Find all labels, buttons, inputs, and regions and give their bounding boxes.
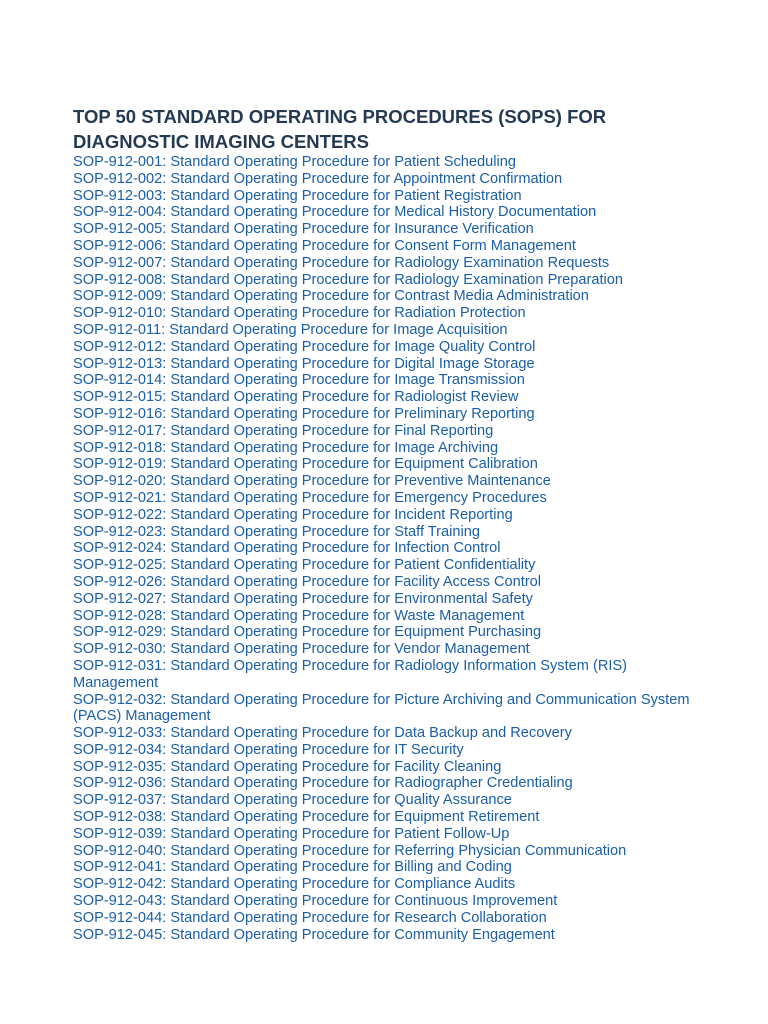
document-page: [73, 104, 693, 943]
sop-link[interactable]: SOP-912-016: Standard Operating Procedure for Preliminary Reporting: [73, 405, 535, 422]
sop-link[interactable]: SOP-912-021: Standard Operating Procedure for Emergency Procedures: [73, 489, 547, 506]
sop-link[interactable]: SOP-912-025: Standard Operating Procedure for Patient Confidentiality: [73, 557, 536, 574]
sop-link[interactable]: SOP-912-014: Standard Operating Procedure for Image Transmission: [73, 372, 525, 389]
sop-link[interactable]: SOP-912-023: Standard Operating Procedure for Staff Training: [73, 523, 480, 540]
sop-link[interactable]: SOP-912-012: Standard Operating Procedure for Image Quality Control: [73, 338, 536, 355]
sop-link[interactable]: SOP-912-042: Standard Operating Procedure for Compliance Audits: [73, 876, 516, 893]
sop-link[interactable]: SOP-912-036: Standard Operating Procedure for Radiographer Credentialing: [73, 775, 573, 792]
sop-link[interactable]: SOP-912-026: Standard Operating Procedure for Facility Access Control: [73, 573, 542, 590]
sop-link[interactable]: SOP-912-017: Standard Operating Procedure for Final Reporting: [73, 422, 494, 439]
sop-link[interactable]: SOP-912-033: Standard Operating Procedure for Data Backup and Recovery: [73, 725, 572, 742]
sop-link[interactable]: SOP-912-027: Standard Operating Procedure for Environmental Safety: [73, 590, 533, 607]
sop-link[interactable]: SOP-912-045: Standard Operating Procedure for Community Engagement: [73, 926, 555, 943]
sop-link[interactable]: SOP-912-004: Standard Operating Procedure for Medical History Documentation: [73, 204, 597, 221]
sop-link[interactable]: SOP-912-024: Standard Operating Procedure for Infection Control: [73, 540, 501, 557]
sop-link[interactable]: SOP-912-029: Standard Operating Procedure for Equipment Purchasing: [73, 624, 542, 641]
sop-link[interactable]: SOP-912-038: Standard Operating Procedure for Equipment Retirement: [73, 809, 540, 826]
sop-link[interactable]: SOP-912-039: Standard Operating Procedure for Patient Follow-Up: [73, 825, 510, 842]
sop-link[interactable]: SOP-912-009: Standard Operating Procedure for Contrast Media Administration: [73, 288, 589, 305]
sop-link[interactable]: SOP-912-040: Standard Operating Procedure for Referring Physician Communication: [73, 842, 627, 859]
sop-link[interactable]: SOP-912-001: Standard Operating Procedure for Patient Scheduling: [73, 154, 516, 170]
sop-link[interactable]: SOP-912-005: Standard Operating Procedure for Insurance Verification: [73, 221, 534, 238]
sop-link[interactable]: SOP-912-013: Standard Operating Procedure for Digital Image Storage: [73, 355, 535, 372]
sop-list: [73, 154, 693, 943]
sop-link[interactable]: SOP-912-006: Standard Operating Procedure for Consent Form Management: [73, 237, 576, 254]
sop-link[interactable]: SOP-912-015: Standard Operating Procedure for Radiologist Review: [73, 389, 519, 406]
sop-link[interactable]: SOP-912-022: Standard Operating Procedure for Incident Reporting: [73, 506, 513, 523]
sop-link[interactable]: SOP-912-034: Standard Operating Procedure for IT Security: [73, 741, 464, 758]
sop-link[interactable]: SOP-912-020: Standard Operating Procedure for Preventive Maintenance: [73, 473, 551, 490]
sop-link[interactable]: SOP-912-037: Standard Operating Procedure for Quality Assurance: [73, 792, 512, 809]
sop-link[interactable]: SOP-912-028: Standard Operating Procedure for Waste Management: [73, 607, 525, 624]
sop-link[interactable]: SOP-912-035: Standard Operating Procedure for Facility Cleaning: [73, 758, 502, 775]
sop-link[interactable]: SOP-912-018: Standard Operating Procedure for Image Archiving: [73, 439, 499, 456]
sop-link[interactable]: SOP-912-041: Standard Operating Procedure for Billing and Coding: [73, 859, 512, 876]
sop-link[interactable]: SOP-912-031: Standard Operating Procedure for Radiology Information System (RIS) Management: [73, 657, 628, 691]
sop-link[interactable]: SOP-912-011: Standard Operating Procedure for Image Acquisition: [73, 321, 508, 338]
sop-link[interactable]: SOP-912-003: Standard Operating Procedure for Patient Registration: [73, 187, 522, 204]
document-title: TOP 50 STANDARD OPERATING PROCEDURES (SOPS) FOR DIAGNOSTIC IMAGING CENTERS: [73, 106, 607, 152]
sop-link[interactable]: SOP-912-010: Standard Operating Procedure for Radiation Protection: [73, 305, 526, 322]
sop-link[interactable]: SOP-912-032: Standard Operating Procedure for Picture Archiving and Communication System (PACS) Management: [73, 691, 690, 725]
sop-link[interactable]: SOP-912-008: Standard Operating Procedure for Radiology Examination Preparation: [73, 271, 624, 288]
sop-link[interactable]: SOP-912-019: Standard Operating Procedure for Equipment Calibration: [73, 456, 538, 473]
sop-link[interactable]: SOP-912-043: Standard Operating Procedure for Continuous Improvement: [73, 893, 558, 910]
sop-link[interactable]: SOP-912-002: Standard Operating Procedure for Appointment Confirmation: [73, 170, 563, 187]
sop-link[interactable]: SOP-912-030: Standard Operating Procedure for Vendor Management: [73, 641, 530, 658]
sop-link[interactable]: SOP-912-007: Standard Operating Procedure for Radiology Examination Requests: [73, 254, 610, 271]
sop-link[interactable]: SOP-912-044: Standard Operating Procedure for Research Collaboration: [73, 909, 547, 926]
